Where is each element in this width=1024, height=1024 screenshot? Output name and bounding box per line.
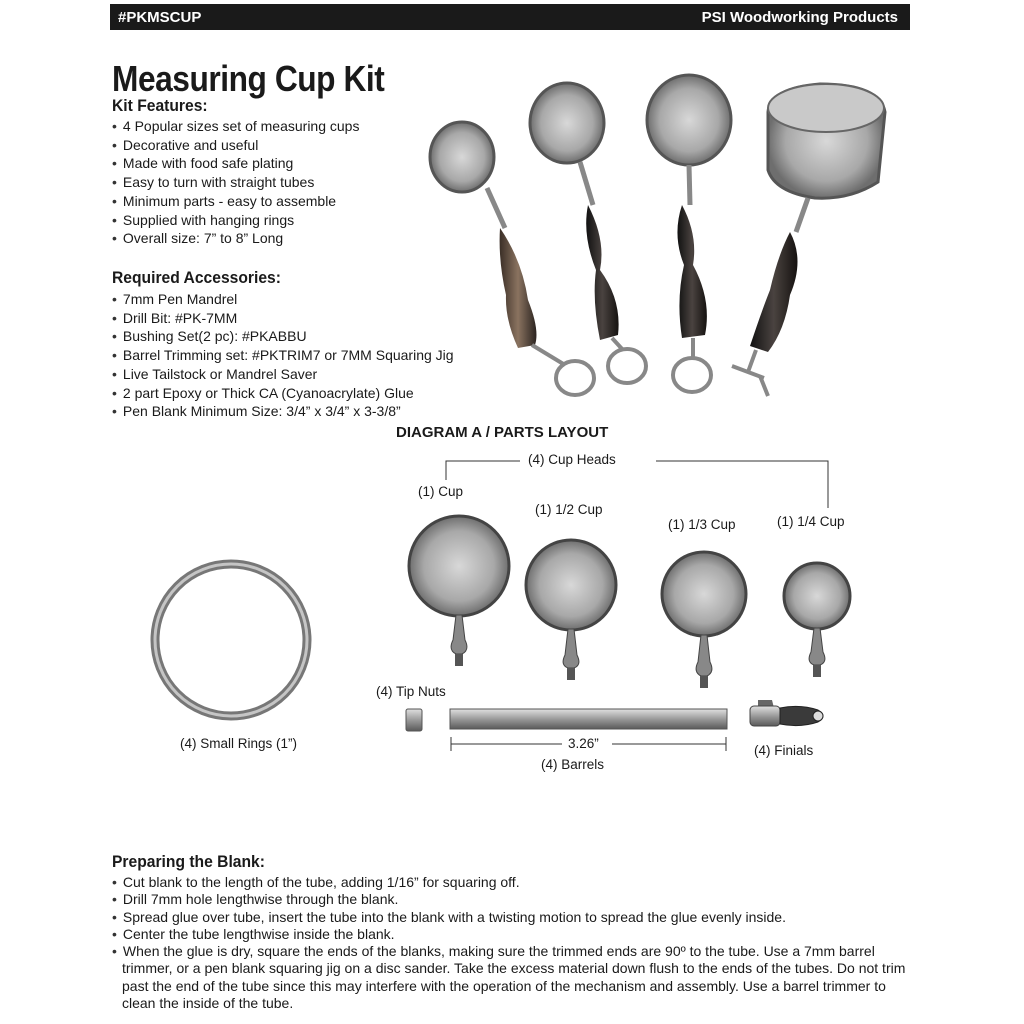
preparing-list <box>112 874 912 1012</box>
cup-third-photo <box>530 83 646 383</box>
list-item: • Supplied with hanging rings <box>112 211 359 230</box>
list-item: • 7mm Pen Mandrel <box>112 290 454 309</box>
cup-half-label: (1) 1/2 Cup <box>535 502 603 517</box>
finial-diagram <box>750 700 823 726</box>
kit-features-heading: Kit Features: <box>112 96 208 115</box>
page-title: Measuring Cup Kit <box>112 58 385 99</box>
small-rings-label: (4) Small Rings (1”) <box>180 736 298 751</box>
list-item: • Decorative and useful <box>112 136 359 155</box>
cup-head-one <box>409 516 509 666</box>
cup-one-photo <box>732 84 885 396</box>
list-item: • 2 part Epoxy or Thick CA (Cyanoacrylate) Glue <box>112 384 454 403</box>
cup-head-third <box>662 552 746 688</box>
list-item: • Made with food safe plating <box>112 154 359 173</box>
barrel-diagram <box>450 709 727 729</box>
cup-head-quarter <box>784 563 850 677</box>
required-accessories-heading: Required Accessories: <box>112 268 281 287</box>
cup-heads-bracket <box>446 461 828 508</box>
tip-nut-diagram <box>406 709 422 731</box>
list-item: • Easy to turn with straight tubes <box>112 173 359 192</box>
list-item: • Center the tube lengthwise inside the blank. <box>112 926 912 943</box>
cup-head-half <box>526 540 616 680</box>
tip-nuts-label: (4) Tip Nuts <box>376 684 446 699</box>
list-item: • Cut blank to the length of the tube, adding 1/16” for squaring off. <box>112 874 912 891</box>
list-item: • Drill 7mm hole lengthwise through the blank. <box>112 891 912 908</box>
list-item: • Overall size: 7” to 8” Long <box>112 229 359 248</box>
cup-half-photo <box>647 75 731 392</box>
product-photo <box>430 75 885 396</box>
preparing-heading: Preparing the Blank: <box>112 852 265 871</box>
list-item: • 4 Popular sizes set of measuring cups <box>112 117 359 136</box>
list-item: • Drill Bit: #PK-7MM <box>112 309 454 328</box>
sku-label: #PKMSCUP <box>118 8 202 26</box>
list-item: • Pen Blank Minimum Size: 3/4” x 3/4” x 3-3/8” <box>112 402 454 421</box>
cup-third-label: (1) 1/3 Cup <box>668 517 736 532</box>
cup-heads-label: (4) Cup Heads <box>528 452 616 467</box>
small-ring-diagram <box>155 564 307 716</box>
list-item: • Bushing Set(2 pc): #PKABBU <box>112 327 454 346</box>
diagram-title: DIAGRAM A / PARTS LAYOUT <box>396 424 609 441</box>
barrels-label: (4) Barrels <box>541 757 605 772</box>
brand-label: PSI Woodworking Products <box>701 8 898 26</box>
list-item: • When the glue is dry, square the ends of the blanks, making sure the trimmed ends are 90º to the tube. Use a 7mm barrel trimmer, or a pen blank squaring jig on a disc sander. Take the excess material down flush to the ends of the tubes. Do not trim past the end of the tube since this may interfere with the operation of the mechanism and assembly. Use a barrel trimmer to clean the inside of the tube. <box>112 943 912 1012</box>
list-item: • Barrel Trimming set: #PKTRIM7 or 7MM Squaring Jig <box>112 346 454 365</box>
barrel-length-label: 3.26” <box>568 736 599 751</box>
finials-label: (4) Finials <box>754 743 814 758</box>
list-item: • Minimum parts - easy to assemble <box>112 192 359 211</box>
cup-quarter-label: (1) 1/4 Cup <box>777 514 845 529</box>
cup-one-label: (1) Cup <box>418 484 464 499</box>
list-item: • Live Tailstock or Mandrel Saver <box>112 365 454 384</box>
list-item: • Spread glue over tube, insert the tube into the blank with a twisting motion to spread the glue evenly inside. <box>112 909 912 926</box>
